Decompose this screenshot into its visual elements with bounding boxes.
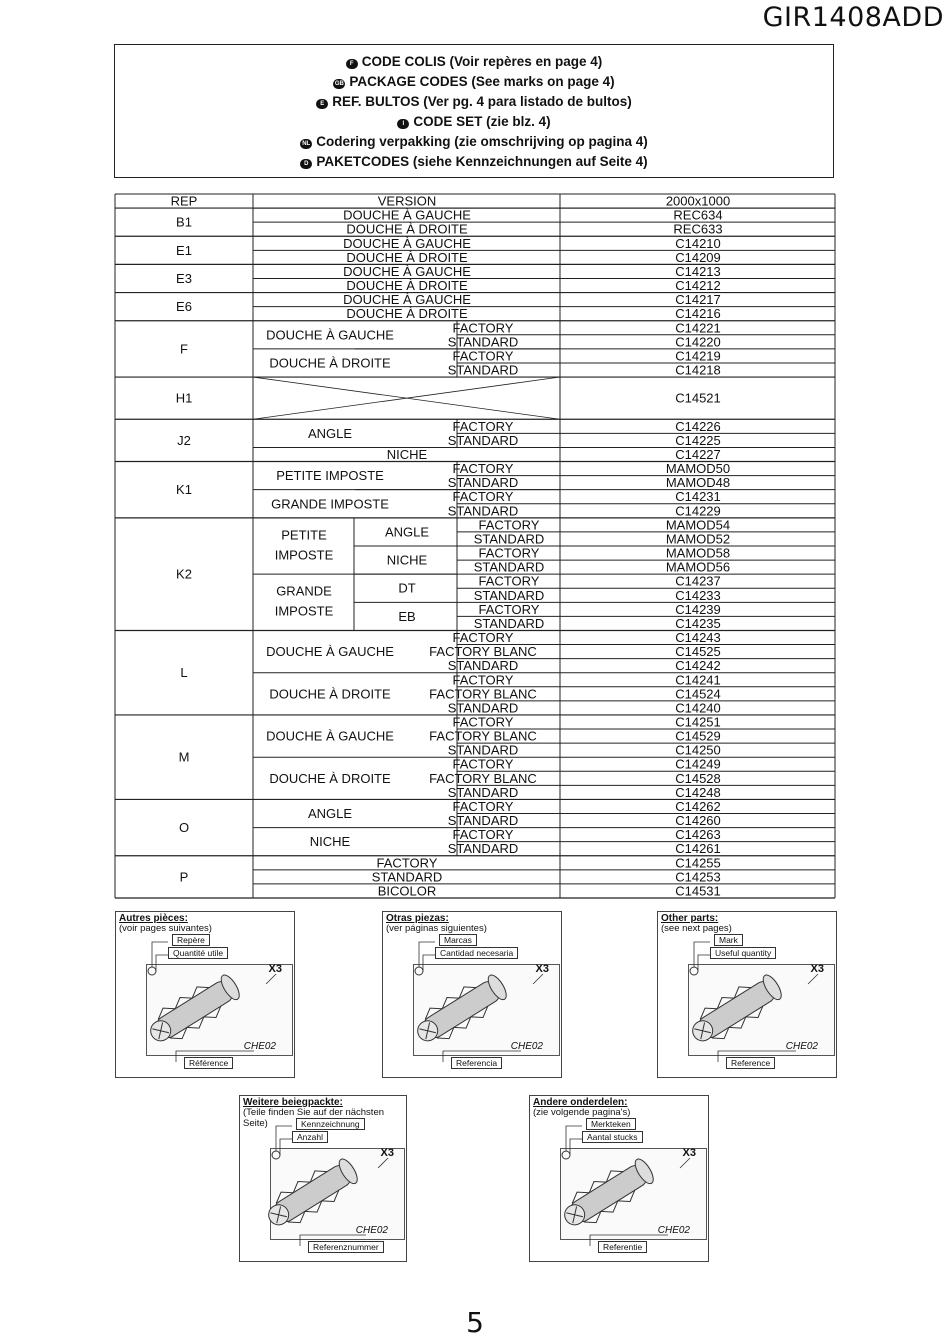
code-cell: C14217 (675, 292, 721, 308)
code-cell: C14260 (675, 813, 721, 829)
rep-code: M (178, 749, 190, 765)
quantity-value: X3 (682, 1147, 696, 1159)
mark-label: Kennzeichnung (296, 1118, 365, 1130)
finish-cell: FACTORY (452, 320, 514, 336)
reference-label: Reference (726, 1057, 775, 1069)
code-cell: C14235 (675, 615, 721, 631)
part-code: CHE02 (243, 1041, 276, 1052)
finish-cell: FACTORY (452, 827, 514, 843)
variant-cell: DOUCHE À DROITE (269, 770, 391, 786)
reference-label: Référence (184, 1057, 233, 1069)
variant-cell: DOUCHE À DROITE (269, 686, 391, 702)
code-cell: C14249 (675, 756, 721, 772)
rep-code: L (180, 665, 188, 681)
version-cell: DOUCHE À DROITE (346, 249, 468, 265)
code-cell: C14251 (675, 714, 721, 730)
reference-label: Referenznummer (308, 1241, 384, 1253)
subvariant-cell: EB (398, 608, 416, 624)
rep-code: J2 (177, 432, 191, 448)
code-cell: C14524 (675, 686, 721, 702)
finish-cell: FACTORY (452, 630, 514, 646)
version-cell: DOUCHE À DROITE (346, 306, 468, 322)
card-subtitle: (voir pages suivantes) (119, 923, 212, 934)
column-header: VERSION (377, 193, 437, 209)
code-cell: MAMOD48 (665, 475, 731, 491)
card-title: Other parts: (661, 913, 719, 924)
variant-cell: PETITE (281, 527, 327, 543)
variant-cell: NICHE (386, 446, 428, 462)
finish-cell: FACTORY (452, 418, 514, 434)
code-cell: C14529 (675, 728, 721, 744)
variant-cell: ANGLE (307, 425, 353, 441)
finish-cell: FACTORY (376, 855, 438, 871)
wall-plug-icon (240, 1096, 408, 1263)
finish-cell: BICOLOR (377, 883, 437, 899)
reference-label: Referentie (598, 1241, 647, 1253)
flag-nl-icon: NL (302, 141, 311, 147)
finish-cell: FACTORY (452, 489, 514, 505)
finish-cell: FACTORY BLANC (429, 728, 537, 744)
variant-cell: DOUCHE À GAUCHE (266, 728, 394, 744)
parts-legend-card (115, 911, 295, 1078)
variant-cell: IMPOSTE (274, 547, 334, 563)
quantity-value: X3 (535, 963, 549, 975)
quantity-label: Aantal stucks (582, 1131, 643, 1143)
variant-cell: DOUCHE À GAUCHE (266, 644, 394, 660)
code-cell: C14231 (675, 489, 721, 505)
code-cell: MAMOD54 (665, 517, 731, 533)
flag-de-icon: D (300, 159, 312, 169)
card-title: Andere onderdelen: (533, 1097, 628, 1108)
code-cell: C14212 (675, 278, 721, 294)
version-cell: DOUCHE À GAUCHE (343, 292, 471, 308)
flag-it-icon: I (397, 119, 409, 129)
finish-cell: FACTORY (452, 714, 514, 730)
finish-cell: FACTORY (452, 756, 514, 772)
variant-cell: GRANDE IMPOSTE (271, 496, 389, 512)
code-cell: C14253 (675, 869, 721, 885)
finish-cell: FACTORY (452, 672, 514, 688)
finish-cell: FACTORY (478, 601, 540, 617)
rep-code: H1 (175, 390, 193, 406)
rep-code: E1 (176, 242, 192, 258)
finish-cell: FACTORY (452, 348, 514, 364)
code-cell: C14233 (675, 587, 721, 603)
variant-cell: DOUCHE À DROITE (269, 355, 391, 371)
part-code: CHE02 (355, 1225, 388, 1236)
finish-cell: FACTORY (478, 545, 540, 561)
package-codes-legend (114, 44, 834, 178)
finish-cell: FACTORY BLANC (429, 644, 537, 660)
wall-plug-icon (383, 912, 563, 1079)
finish-cell: STANDARD (447, 813, 519, 829)
code-cell: C14240 (675, 700, 721, 716)
code-cell: C14531 (675, 883, 721, 899)
reference-label: Referencia (451, 1057, 502, 1069)
finish-cell: STANDARD (447, 432, 519, 448)
rep-code: O (178, 820, 190, 836)
code-cell: C14216 (675, 306, 721, 322)
parts-legend-card (529, 1095, 709, 1262)
column-header: REP (170, 193, 198, 209)
code-cell: C14209 (675, 249, 721, 265)
card-title: Weitere beiegpackte: (243, 1097, 343, 1108)
code-cell: MAMOD58 (665, 545, 731, 561)
subvariant-cell: DT (398, 580, 416, 596)
finish-cell: STANDARD (473, 615, 545, 631)
mark-label: Merkteken (586, 1118, 636, 1130)
finish-cell: STANDARD (447, 841, 519, 857)
card-subtitle: (zie volgende pagina's) (533, 1107, 631, 1118)
variant-cell: ANGLE (307, 806, 353, 822)
code-cell: C14262 (675, 798, 721, 814)
code-cell: REC633 (673, 221, 723, 237)
rep-code: E6 (176, 299, 192, 315)
code-cell: C14219 (675, 348, 721, 364)
mark-label: Marcas (439, 934, 477, 946)
finish-cell: STANDARD (447, 362, 519, 378)
finish-cell: STANDARD (447, 658, 519, 674)
finish-cell: STANDARD (473, 587, 545, 603)
code-cell: C14225 (675, 432, 721, 448)
code-cell: C14241 (675, 672, 721, 688)
version-cell: DOUCHE À GAUCHE (343, 263, 471, 279)
wall-plug-icon (116, 912, 296, 1079)
quantity-label: Anzahl (292, 1131, 328, 1143)
code-cell: C14261 (675, 841, 721, 857)
finish-cell: FACTORY BLANC (429, 686, 537, 702)
variant-cell: NICHE (309, 834, 351, 850)
part-code: CHE02 (785, 1041, 818, 1052)
code-cell: C14239 (675, 601, 721, 617)
quantity-label: Cantidad necesaria (435, 947, 518, 959)
quantity-value: X3 (810, 963, 824, 975)
parts-legend-card (382, 911, 562, 1078)
finish-cell: FACTORY (452, 798, 514, 814)
page-number: 5 (466, 1306, 484, 1339)
part-code: CHE02 (510, 1041, 543, 1052)
variant-cell: IMPOSTE (274, 603, 334, 619)
subvariant-cell: NICHE (386, 552, 428, 568)
finish-cell: STANDARD (447, 742, 519, 758)
finish-cell: STANDARD (447, 475, 519, 491)
rep-code: F (180, 341, 188, 357)
code-cell: C14237 (675, 573, 721, 589)
variant-cell: GRANDE (276, 583, 332, 599)
rep-code: P (179, 869, 189, 885)
legend-line: D PAKETCODES (siehe Kennzeichnungen auf Seite 4) (115, 152, 833, 172)
code-cell: C14229 (675, 503, 721, 519)
code-cell: C14248 (675, 784, 721, 800)
finish-cell: STANDARD (371, 869, 443, 885)
document-id: GIR1408ADD (762, 2, 944, 33)
variant-cell: DOUCHE À GAUCHE (266, 327, 394, 343)
code-cell: C14220 (675, 334, 721, 350)
code-cell: C14243 (675, 630, 721, 646)
quantity-label: Useful quantity (710, 947, 776, 959)
wall-plug-icon (658, 912, 838, 1079)
card-subtitle: (Teile finden Sie auf der nächsten Seite) (243, 1107, 385, 1129)
mark-label: Mark (714, 934, 743, 946)
package-codes-table (114, 193, 836, 899)
card-title: Otras piezas: (386, 913, 449, 924)
code-cell: C14218 (675, 362, 721, 378)
code-cell: C14250 (675, 742, 721, 758)
code-cell: C14528 (675, 770, 721, 786)
flag-fr-icon: F (346, 59, 358, 69)
quantity-value: X3 (268, 963, 282, 975)
finish-cell: STANDARD (473, 531, 545, 547)
finish-cell: FACTORY (478, 517, 540, 533)
quantity-label: Quantité utile (168, 947, 228, 959)
code-cell: C14255 (675, 855, 721, 871)
card-title: Autres pièces: (119, 913, 188, 924)
version-cell: DOUCHE À GAUCHE (343, 235, 471, 251)
finish-cell: STANDARD (447, 784, 519, 800)
wall-plug-icon (530, 1096, 710, 1263)
code-cell: REC634 (673, 207, 723, 223)
rep-code: K1 (176, 482, 192, 498)
code-cell: MAMOD50 (665, 461, 731, 477)
code-cell: C14525 (675, 644, 721, 660)
version-cell: DOUCHE À DROITE (346, 278, 468, 294)
finish-cell: STANDARD (447, 334, 519, 350)
parts-legend-card (657, 911, 837, 1078)
card-subtitle: (see next pages) (661, 923, 732, 934)
version-cell: DOUCHE À DROITE (346, 221, 468, 237)
rep-code: K2 (176, 566, 192, 582)
code-cell: MAMOD56 (665, 559, 731, 575)
finish-cell: FACTORY (452, 461, 514, 477)
finish-cell: FACTORY (478, 573, 540, 589)
code-cell: C14221 (675, 320, 721, 336)
column-header: 2000x1000 (665, 193, 731, 209)
rep-code: E3 (176, 270, 192, 286)
code-cell: C14210 (675, 235, 721, 251)
code-cell: MAMOD52 (665, 531, 731, 547)
mark-label: Repère (172, 934, 210, 946)
parts-legend-card (239, 1095, 407, 1262)
legend-line: F CODE COLIS (Voir repères en page 4) (115, 52, 833, 72)
version-cell: DOUCHE À GAUCHE (343, 207, 471, 223)
finish-cell: STANDARD (447, 503, 519, 519)
code-cell: C14242 (675, 658, 721, 674)
legend-line: NL Codering verpakking (zie omschrijving op pagina 4) (302, 134, 648, 149)
legend-line: I CODE SET (zie blz. 4) (115, 112, 833, 132)
finish-cell: FACTORY BLANC (429, 770, 537, 786)
flag-es-icon: E (316, 99, 328, 109)
code-cell: C14227 (675, 446, 721, 462)
code-cell: C14213 (675, 263, 721, 279)
code-cell: C14521 (675, 390, 721, 406)
legend-line: GB PACKAGE CODES (See marks on page 4) (334, 74, 615, 89)
finish-cell: STANDARD (447, 700, 519, 716)
quantity-value: X3 (380, 1147, 394, 1159)
variant-cell: PETITE IMPOSTE (276, 468, 384, 484)
card-subtitle: (ver páginas siguientes) (386, 923, 487, 934)
flag-gb-icon: GB (334, 81, 344, 87)
code-cell: C14263 (675, 827, 721, 843)
rep-code: B1 (176, 214, 192, 230)
subvariant-cell: ANGLE (384, 524, 430, 540)
part-code: CHE02 (657, 1225, 690, 1236)
finish-cell: STANDARD (473, 559, 545, 575)
code-cell: C14226 (675, 418, 721, 434)
legend-line: E REF. BULTOS (Ver pg. 4 para listado de bultos) (115, 92, 833, 112)
